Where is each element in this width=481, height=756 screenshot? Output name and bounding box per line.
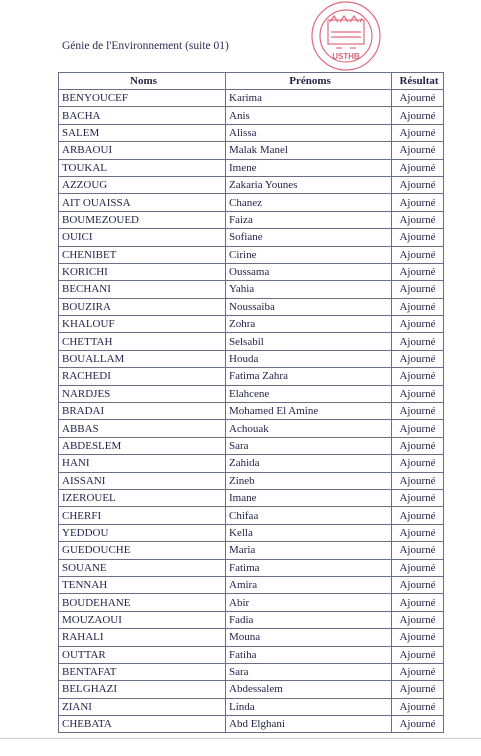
cell-nom: CHENIBET — [59, 246, 226, 263]
cell-nom: AISSANI — [59, 472, 226, 489]
table-body — [59, 90, 444, 733]
cell-resultat: Ajourné — [392, 298, 444, 315]
cell-prenom: Sara — [226, 437, 392, 454]
table-row — [59, 124, 444, 141]
cell-nom: OUICI — [59, 229, 226, 246]
table-row — [59, 681, 444, 698]
cell-nom: BECHANI — [59, 281, 226, 298]
cell-resultat: Ajourné — [392, 437, 444, 454]
table-row — [59, 90, 444, 107]
cell-nom: TENNAH — [59, 576, 226, 593]
cell-nom: KHALOUF — [59, 316, 226, 333]
cell-prenom: Selsabil — [226, 333, 392, 350]
cell-nom: CHEBATA — [59, 716, 226, 733]
table-row — [59, 142, 444, 159]
table-row — [59, 385, 444, 402]
cell-resultat: Ajourné — [392, 594, 444, 611]
cell-resultat: Ajourné — [392, 263, 444, 280]
cell-resultat: Ajourné — [392, 90, 444, 107]
cell-resultat: Ajourné — [392, 646, 444, 663]
cell-nom: BENTAFAT — [59, 663, 226, 680]
table-row — [59, 646, 444, 663]
table-row — [59, 211, 444, 228]
cell-resultat: Ajourné — [392, 333, 444, 350]
table-row — [59, 246, 444, 263]
table-row — [59, 107, 444, 124]
cell-prenom: Linda — [226, 698, 392, 715]
table-row — [59, 594, 444, 611]
column-header-resultat: Résultat — [392, 73, 444, 90]
cell-prenom: Noussaiba — [226, 298, 392, 315]
cell-prenom: Achouak — [226, 420, 392, 437]
table-row — [59, 420, 444, 437]
table-row — [59, 455, 444, 472]
table-row — [59, 229, 444, 246]
table-row — [59, 298, 444, 315]
cell-prenom: Mohamed El Amine — [226, 403, 392, 420]
cell-nom: ZIANI — [59, 698, 226, 715]
table-row — [59, 611, 444, 628]
table-row — [59, 194, 444, 211]
cell-nom: SALEM — [59, 124, 226, 141]
table-row — [59, 316, 444, 333]
page-bottom-divider — [0, 738, 481, 739]
cell-nom: BELGHAZI — [59, 681, 226, 698]
cell-nom: SOUANE — [59, 559, 226, 576]
cell-prenom: Amira — [226, 576, 392, 593]
table-row — [59, 281, 444, 298]
table-row — [59, 698, 444, 715]
table-row — [59, 542, 444, 559]
table-row — [59, 489, 444, 506]
cell-prenom: Abir — [226, 594, 392, 611]
cell-nom: BENYOUCEF — [59, 90, 226, 107]
cell-nom: NARDJES — [59, 385, 226, 402]
table-row — [59, 350, 444, 367]
table-row — [59, 524, 444, 541]
cell-prenom: Oussama — [226, 263, 392, 280]
university-stamp-icon — [288, 0, 404, 80]
cell-resultat: Ajourné — [392, 159, 444, 176]
cell-prenom: Kella — [226, 524, 392, 541]
cell-resultat: Ajourné — [392, 194, 444, 211]
cell-resultat: Ajourné — [392, 663, 444, 680]
cell-nom: TOUKAL — [59, 159, 226, 176]
cell-resultat: Ajourné — [392, 489, 444, 506]
cell-prenom: Fatima — [226, 559, 392, 576]
cell-nom: AZZOUG — [59, 176, 226, 193]
cell-prenom: Sofiane — [226, 229, 392, 246]
cell-nom: YEDDOU — [59, 524, 226, 541]
cell-prenom: Cirine — [226, 246, 392, 263]
table-row — [59, 559, 444, 576]
cell-prenom: Chanez — [226, 194, 392, 211]
cell-prenom: Imane — [226, 489, 392, 506]
cell-nom: BOUALLAM — [59, 350, 226, 367]
cell-resultat: Ajourné — [392, 350, 444, 367]
cell-nom: BOUZIRA — [59, 298, 226, 315]
cell-nom: CHETTAH — [59, 333, 226, 350]
cell-prenom: Chifaa — [226, 507, 392, 524]
cell-prenom: Malak Manel — [226, 142, 392, 159]
cell-prenom: Imene — [226, 159, 392, 176]
table-row — [59, 333, 444, 350]
table-row — [59, 437, 444, 454]
cell-resultat: Ajourné — [392, 107, 444, 124]
cell-prenom: Elahcene — [226, 385, 392, 402]
cell-resultat: Ajourné — [392, 403, 444, 420]
cell-resultat: Ajourné — [392, 368, 444, 385]
cell-resultat: Ajourné — [392, 176, 444, 193]
cell-prenom: Yahia — [226, 281, 392, 298]
cell-nom: KORICHI — [59, 263, 226, 280]
cell-prenom: Fatiha — [226, 646, 392, 663]
cell-resultat: Ajourné — [392, 124, 444, 141]
cell-nom: AIT OUAISSA — [59, 194, 226, 211]
table-row — [59, 629, 444, 646]
table-row — [59, 403, 444, 420]
cell-prenom: Zakaria Younes — [226, 176, 392, 193]
cell-nom: BRADAI — [59, 403, 226, 420]
cell-prenom: Maria — [226, 542, 392, 559]
cell-nom: ARBAOUI — [59, 142, 226, 159]
cell-prenom: Alissa — [226, 124, 392, 141]
cell-prenom: Mouna — [226, 629, 392, 646]
cell-resultat: Ajourné — [392, 629, 444, 646]
cell-prenom: Sara — [226, 663, 392, 680]
cell-resultat: Ajourné — [392, 576, 444, 593]
cell-resultat: Ajourné — [392, 507, 444, 524]
table-row — [59, 176, 444, 193]
cell-prenom: Zineb — [226, 472, 392, 489]
cell-nom: GUEDOUCHE — [59, 542, 226, 559]
cell-resultat: Ajourné — [392, 559, 444, 576]
cell-nom: RACHEDI — [59, 368, 226, 385]
cell-resultat: Ajourné — [392, 681, 444, 698]
cell-prenom: Fatima Zahra — [226, 368, 392, 385]
cell-nom: IZEROUEL — [59, 489, 226, 506]
column-header-prenoms: Prénoms — [226, 73, 392, 90]
table-row — [59, 507, 444, 524]
cell-resultat: Ajourné — [392, 524, 444, 541]
table-row — [59, 472, 444, 489]
cell-nom: BOUDEHANE — [59, 594, 226, 611]
cell-resultat: Ajourné — [392, 716, 444, 733]
cell-prenom: Abd Elghani — [226, 716, 392, 733]
cell-resultat: Ajourné — [392, 542, 444, 559]
cell-resultat: Ajourné — [392, 142, 444, 159]
cell-resultat: Ajourné — [392, 281, 444, 298]
table-row — [59, 716, 444, 733]
cell-nom: CHERFI — [59, 507, 226, 524]
page-subtitle: Génie de l'Environnement (suite 01) — [62, 40, 229, 52]
cell-prenom: Abdessalem — [226, 681, 392, 698]
cell-prenom: Houda — [226, 350, 392, 367]
cell-resultat: Ajourné — [392, 611, 444, 628]
cell-prenom: Zahida — [226, 455, 392, 472]
cell-nom: BOUMEZOUED — [59, 211, 226, 228]
cell-resultat: Ajourné — [392, 211, 444, 228]
table-row — [59, 159, 444, 176]
cell-nom: MOUZAOUI — [59, 611, 226, 628]
table-row — [59, 263, 444, 280]
cell-prenom: Fadia — [226, 611, 392, 628]
table-row — [59, 368, 444, 385]
table-header-row — [59, 73, 444, 90]
cell-resultat: Ajourné — [392, 455, 444, 472]
cell-prenom: Zohra — [226, 316, 392, 333]
cell-prenom: Faiza — [226, 211, 392, 228]
column-header-noms: Noms — [59, 73, 226, 90]
cell-resultat: Ajourné — [392, 385, 444, 402]
cell-nom: HANI — [59, 455, 226, 472]
table-row — [59, 576, 444, 593]
cell-nom: OUTTAR — [59, 646, 226, 663]
cell-resultat: Ajourné — [392, 472, 444, 489]
cell-prenom: Anis — [226, 107, 392, 124]
cell-resultat: Ajourné — [392, 246, 444, 263]
results-table — [58, 72, 444, 733]
cell-prenom: Karima — [226, 90, 392, 107]
cell-nom: RAHALI — [59, 629, 226, 646]
cell-resultat: Ajourné — [392, 420, 444, 437]
stamp-label: USTHB — [332, 52, 360, 61]
table-row — [59, 663, 444, 680]
cell-nom: ABBAS — [59, 420, 226, 437]
cell-nom: BACHA — [59, 107, 226, 124]
cell-resultat: Ajourné — [392, 698, 444, 715]
cell-nom: ABDESLEM — [59, 437, 226, 454]
cell-resultat: Ajourné — [392, 229, 444, 246]
cell-resultat: Ajourné — [392, 316, 444, 333]
